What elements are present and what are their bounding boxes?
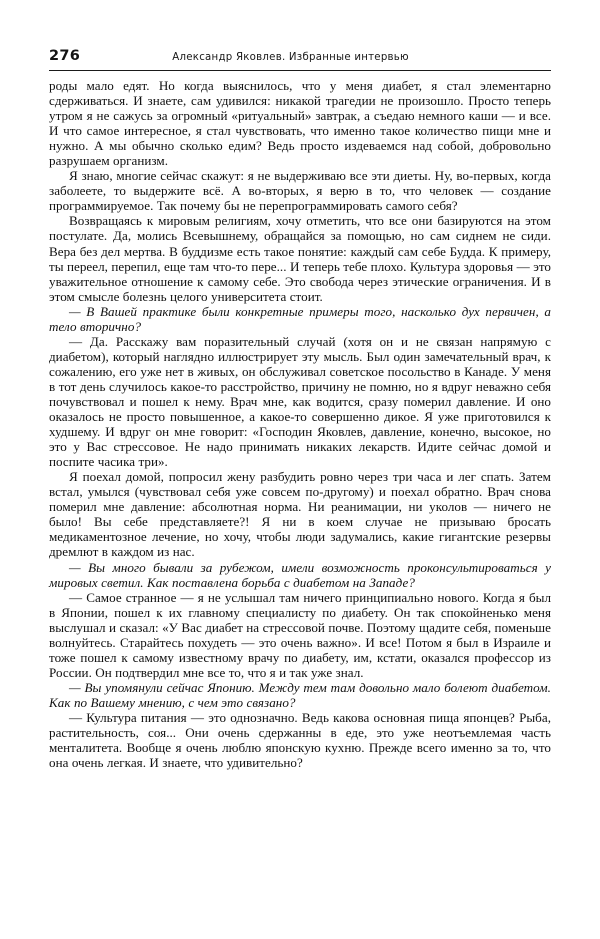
interview-question: — Вы упомянули сейчас Японию. Между тем там довольно мало болеют диабетом. Как по Вашему мнению, с чем это связано? xyxy=(49,679,551,710)
body-text-block xyxy=(49,78,551,770)
paragraph: — Самое странное — я не услышал там ничего принципиально нового. Когда я был в Японии, пошел к их главному специалисту по диабету. Он так спокойненько меня выслушал и сказал: «У Вас диабет на стрессовой почве. Поэтому щадите себя, поменьше волнуйтесь. Старайтесь похудеть — это очень важно». И все! Потом я был в Израиле и тоже пошел к самому известному врачу по диабету, им, кстати, оказался профессор из России. Он подтвердил мне все то, что я и так уже знал. xyxy=(49,589,551,680)
paragraph: Я знаю, многие сейчас скажут: я не выдерживаю все эти диеты. Ну, во-первых, когда заболеете, то выдержите всё. А во-вторых, я верю в то, что человек — создание программируемое. Так почему бы не перепрограммировать самого себя? xyxy=(49,168,551,214)
paragraph: роды мало едят. Но когда выяснилось, что у меня диабет, я стал элементарно сдерживаться. И знаете, сам удивился: никакой трагедии не произошло. Просто теперь утром я не сажусь за огромный «ритуальный» завтрак, а съедаю немного каши — и все. И что самое интересное, я стал чувствовать, что именно такое количество пищи мне и нужно. А мы обычно сколько едим? Ведь просто издеваемся над собой, добровольно разрушаем организм. xyxy=(49,78,551,169)
interview-question: — В Вашей практике были конкретные примеры того, насколько дух первичен, а тело вторично? xyxy=(49,303,551,334)
paragraph: Я поехал домой, попросил жену разбудить ровно через три часа и лег спать. Затем встал, умылся (чувствовал себя уже совсем по-другому) и поехал обратно. Врач снова померил мне давление: абсолютная норма. Ни реанимации, ни уколов — ничего не было! Вы себе представляете?! Я ни в коем случае не призываю бросать медикаментозное лечение, но хочу, чтобы люди задумались, какие гигантские резервы дремлют в каждом из нас. xyxy=(49,469,551,560)
running-head-title: Александр Яковлев. Избранные интервью xyxy=(172,52,409,63)
paragraph: — Культура питания — это однозначно. Ведь какова основная пища японцев? Рыба, растительность, соя... Они очень сдержанны в еде, это уже неотъемлемая часть менталитета. Вообще я очень люблю японскую кухню. Прежде всего именно за то, что она очень легкая. И знаете, что удивительно? xyxy=(49,709,551,771)
paragraph: Возвращаясь к мировым религиям, хочу отметить, что все они базируются на этом постулате. Да, молись Всевышнему, обращайся за помощью, но сам сиднем не сиди. Вера без дел мертва. В буддизме есть такое понятие: каждый сам себе Будда. К примеру, ты переел, перепил, еще там что-то пере... И теперь тебе плохо. Культура здоровья — это уважительное отношение к самому себе. Это свобода через этические ограничения. И в этом смысле болезнь целого университета стоит. xyxy=(49,213,551,304)
page-number: 276 xyxy=(49,48,81,64)
header-divider-rule xyxy=(49,70,551,71)
paragraph: — Да. Расскажу вам поразительный случай (хотя он и не связан напрямую с диабетом), который наглядно иллюстрирует эту мысль. Был один замечательный врач, к сожалению, его уже нет в живых, он обслуживал советское посольство в Канаде. У меня в тот день случилось какое-то расстройство, причину не помню, но я вдруг неважно себя почувствовал и пошел к нему. Врач мне, как водится, сразу померил давление. И оно оказалось не просто повышенное, а какое-то совершенно дикое. Я уже приготовился к худшему. И вдруг он мне говорит: «Господин Яковлев, давление, конечно, высокое, но это у Вас стрессовое. Не надо принимать никаких лекарств. Идите сейчас домой и поспите часика три». xyxy=(49,333,551,470)
running-head xyxy=(49,48,551,68)
interview-question: — Вы много бывали за рубежом, имели возможность проконсультироваться у мировых светил. Как поставлена борьба с диабетом на Западе? xyxy=(49,559,551,590)
